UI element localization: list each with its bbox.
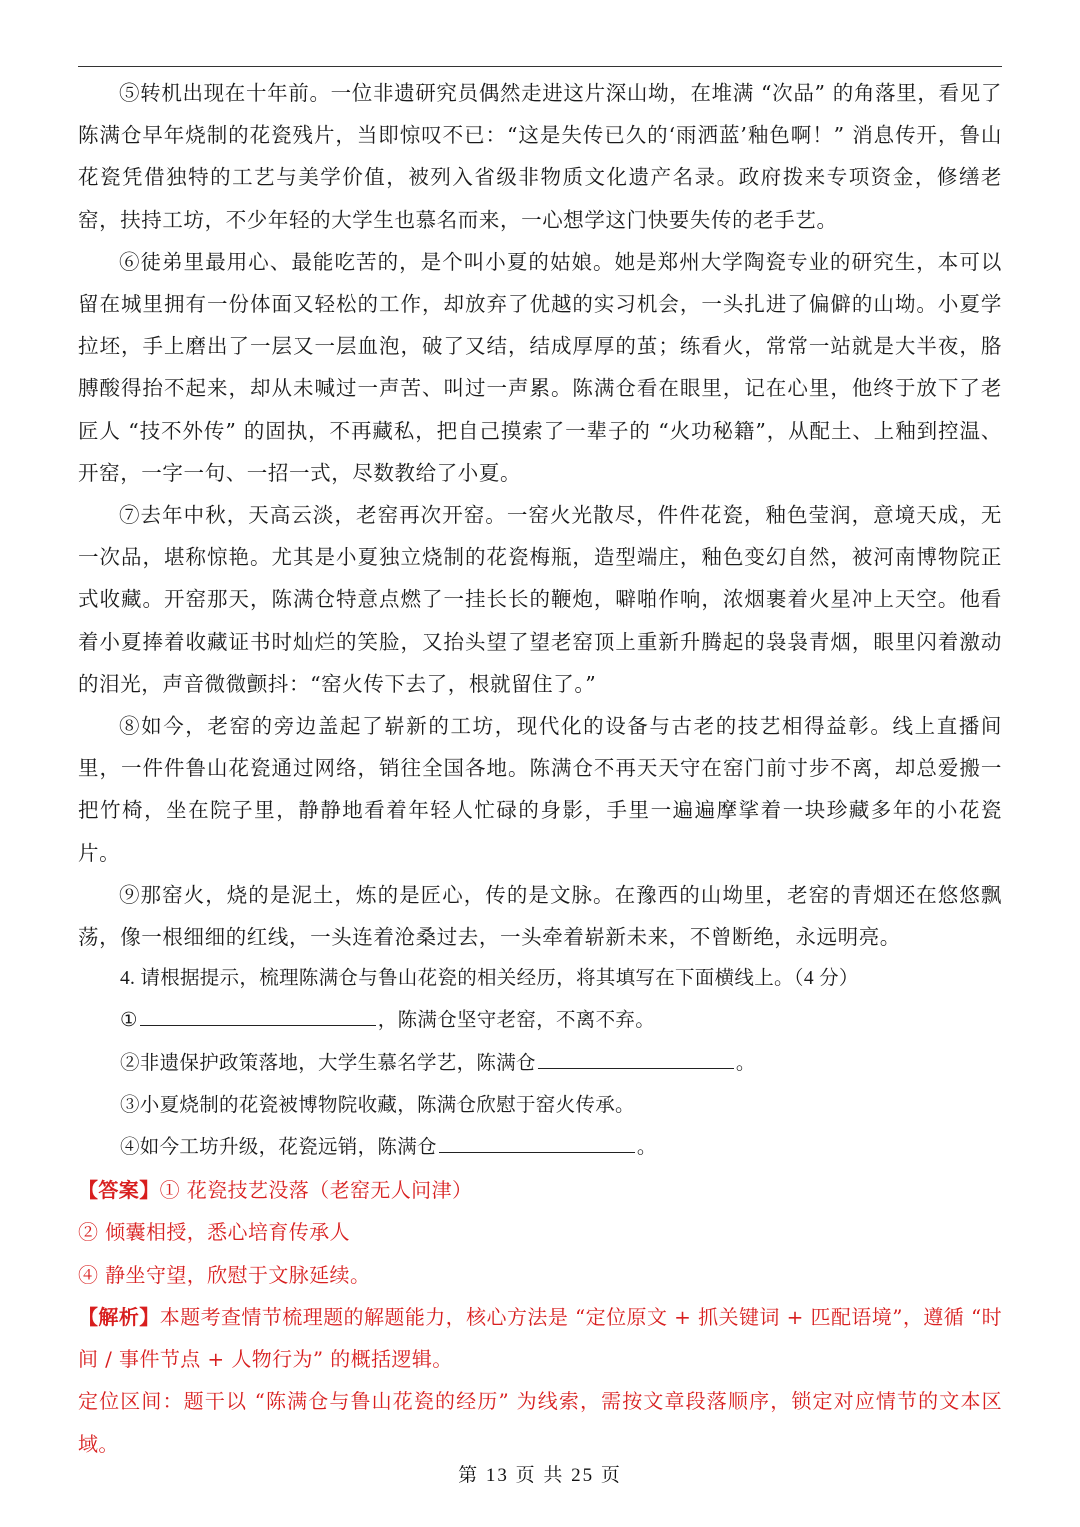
paragraph-6: ⑥徒弟里最用心、最能吃苦的，是个叫小夏的姑娘。她是郑州大学陶瓷专业的研究生，本可以留在城里拥有一份体面又轻松的工作，却放弃了优越的实习机会，一头扎进了偏僻的山坳。小夏学拉坯，手上磨出了一层又一层血泡，破了又结，结成厚厚的茧；练看火，常常一站就是大半夜，胳膊酸得抬不起来，却从未喊过一声苦、叫过一声累。陈满仓看在眼里，记在心里，他终于放下了老匠人 “技不外传” 的固执，不再藏私，把自己摸索了一辈子的 “火功秘籍”，从配土、上釉到控温、开窑，一字一句、一招一式，尽数教给了小夏。 bbox=[78, 249, 1002, 485]
question-item-4 bbox=[78, 1127, 1002, 1169]
item-1-suffix: ，陈满仓坚守老窑，不离不弃。 bbox=[377, 1010, 655, 1032]
paragraph-5: ⑤转机出现在十年前。一位非遗研究员偶然走进这片深山坳，在堆满 “次品” 的角落里，看见了陈满仓早年烧制的花瓷残片，当即惊叹不已：“这是失传已久的‘雨洒蓝’釉色啊！” 消息传开，鲁山花瓷凭借独特的工艺与美学价值，被列入省级非物质文化遗产名录。政府拨来专项资金，修缮老窑，扶持工坊，不少年轻的大学生也慕名而来，一心想学这门快要失传的老手艺。 bbox=[78, 81, 1002, 232]
fill-blank-4 bbox=[439, 1132, 635, 1153]
paragraph-9: ⑨那窑火，烧的是泥土，炼的是匠心，传的是文脉。在豫西的山坳里，老窑的青烟还在悠悠飘荡，像一根细细的红线，一头连着沧桑过去，一头牵着崭新未来，不曾断绝，永远明亮。 bbox=[78, 882, 1002, 950]
item-4-prefix: ④如今工坊升级，花瓷远销，陈满仓 bbox=[120, 1137, 437, 1159]
header-rule bbox=[78, 66, 1002, 67]
answer-tag: 【答案】 bbox=[78, 1178, 160, 1203]
fill-blank-2 bbox=[538, 1048, 734, 1069]
paragraph-8: ⑧如今，老窑的旁边盖起了崭新的工坊，现代化的设备与古老的技艺相得益彰。线上直播间里，一件件鲁山花瓷通过网络，销往全国各地。陈满仓不再天天守在窑门前寸步不离，却总爱搬一把竹椅，坐在院子里，静静地看着年轻人忙碌的身影，手里一遍遍摩挲着一块珍藏多年的小花瓷片。 bbox=[78, 714, 1002, 865]
fill-blank-1 bbox=[140, 1005, 376, 1026]
page-content bbox=[78, 72, 1002, 1465]
item-4-suffix: 。 bbox=[636, 1137, 657, 1159]
question-stem: 4. 请根据提示，梳理陈满仓与鲁山花瓷的相关经历，将其填写在下面横线上。（4 分） bbox=[120, 968, 859, 990]
analysis-text-2: 定位区间：题干以 “陈满仓与鲁山花瓷的经历” 为线索，需按文章段落顺序，锁定对应情节的文本区域。 bbox=[78, 1389, 1002, 1456]
analysis-text-1: 本题考查情节梳理题的解题能力，核心方法是 “定位原文 + 抓关键词 + 匹配语境”，遵循 “时间 / 事件节点 + 人物行为” 的概括逻辑。 bbox=[78, 1304, 1002, 1372]
paragraph-7: ⑦去年中秋，天高云淡，老窑再次开窑。一窑火光散尽，件件花瓷，釉色莹润，意境天成，无一次品，堪称惊艳。尤其是小夏独立烧制的花瓷梅瓶，造型端庄，釉色变幻自然，被河南博物院正式收藏。开窑那天，陈满仓特意点燃了一挂长长的鞭炮，噼啪作响，浓烟裹着火星冲上天空。他看着小夏捧着收藏证书时灿烂的笑脸，又抬头望了望老窑顶上重新升腾起的袅袅青烟，眼里闪着激动的泪光，声音微微颤抖：“窑火传下去了，根就留住了。” bbox=[78, 503, 1002, 696]
answer-text-1: ① 花瓷技艺没落（老窑无人问津） bbox=[159, 1178, 473, 1203]
answer-line-1 bbox=[78, 1169, 1002, 1211]
question-item-2 bbox=[78, 1043, 1002, 1085]
item-2-suffix: 。 bbox=[735, 1052, 756, 1074]
page-footer: 第 13 页 共 25 页 bbox=[458, 1465, 622, 1486]
answer-line-2: ② 倾囊相授，悉心培育传承人 bbox=[78, 1220, 350, 1245]
item-1-prefix: ① bbox=[120, 1010, 138, 1032]
analysis-tag: 【解析】 bbox=[78, 1304, 160, 1329]
question-item-1 bbox=[78, 1000, 1002, 1042]
analysis-block bbox=[78, 1296, 1002, 1380]
answer-line-3: ④ 静坐守望，欣慰于文脉延续。 bbox=[78, 1262, 371, 1287]
item-2-prefix: ②非遗保护政策落地，大学生慕名学艺，陈满仓 bbox=[120, 1052, 536, 1074]
question-item-3: ③小夏烧制的花瓷被博物院收藏，陈满仓欣慰于窑火传承。 bbox=[120, 1094, 635, 1116]
